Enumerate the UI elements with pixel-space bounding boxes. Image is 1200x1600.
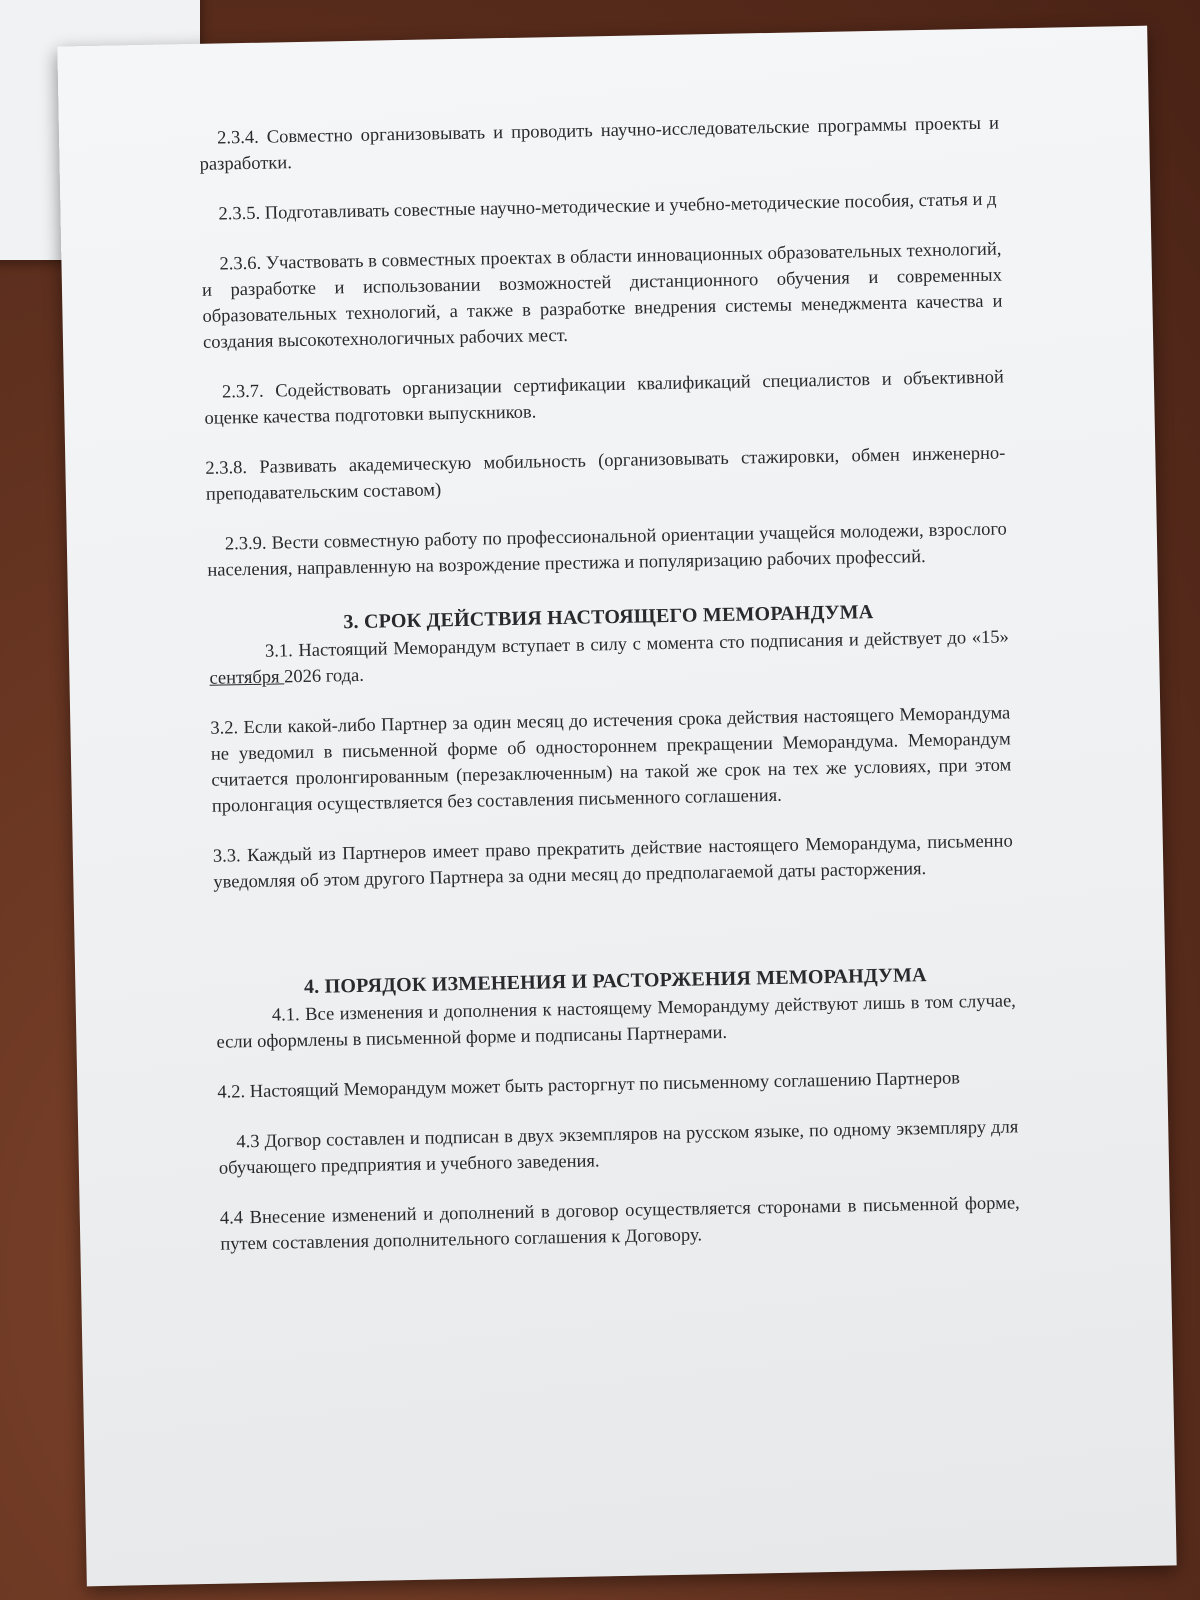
clause-3-1-date: сентября [209, 667, 285, 689]
clause-4-4: 4.4 Внесение изменений и дополнений в договор осуществляется сторонами в письменной форме, путем составления дополнительного соглашения к Договору. [219, 1193, 1020, 1255]
clause-4-2: 4.2. Настоящий Меморандум может быть расторгнут по письменному соглашению Партнеров [217, 1068, 961, 1103]
section-3-heading: 3. СРОК ДЕЙСТВИЯ НАСТОЯЩЕГО МЕМОРАНДУМА [343, 601, 874, 634]
section-4-heading: 4. ПОРЯДОК ИЗМЕНЕНИЯ И РАСТОРЖЕНИЯ МЕМОРАНДУМА [303, 964, 927, 999]
clause-3-1-text: 3.1. Настоящий Меморандум вступает в силу с момента сто подписания и действует до «15» [264, 627, 1010, 662]
clause-2-3-4: 2.3.4. Совместно организовывать и проводить научно-исследовательские программы проекты и разработки. [199, 113, 1000, 175]
document-page [57, 26, 1176, 1587]
clause-3-3: 3.3. Каждый из Партнеров имеет право прекратить действие настоящего Меморандума, письменно уведомляя об этом другого Партнера за одни месяц до предполагаемой даты расторжения. [212, 831, 1013, 893]
clause-2-3-6: 2.3.6. Участвовать в совместных проектах в области инновационных образовательных технологий, и разработке и использовании возможностей дистанционного обучения и современных образовательных технологий, а также в разработке внедрения системы менеджмента качества и создания высокотехнологичных рабочих мест. [201, 239, 1003, 353]
clause-3-2: 3.2. Если какой-либо Партнер за один месяц до истечения срока действия настоящего Меморандума не уведомил в письменной форме об одностороннем прекращении Меморандума. Меморандум считается пролонгированным (перезаключенным) на такой же срок на тех же условиях, при этом пролонгация осуществляется без составления письменного соглашения. [210, 703, 1012, 817]
document-content [199, 111, 1021, 1282]
clause-2-3-5: 2.3.5. Подготавливать совестные научно-методические и учебно-методические пособия, статья и д [218, 189, 997, 225]
clause-2-3-7: 2.3.7. Содействовать организации сертификации квалификаций специалистов и объективной оценке качества подготовки выпускников. [204, 367, 1005, 429]
clause-2-3-9: 2.3.9. Вести совместную работу по профессиональной ориентации учащейся молодежи, взрослого населения, направленную на возрождение престижа и популяризацию рабочих профессий. [207, 519, 1007, 581]
clause-4-3: 4.3 Догвор составлен и подписан в двух экземпляров на русском языке, по одному экземпляру для обучающего предприятия и учебного заведения. [218, 1117, 1019, 1179]
clause-2-3-8: 2.3.8. Развивать академическую мобильность (организовывать стажировки, обмен инженерно-преподавательским составом) [205, 443, 1006, 505]
clause-4-1: 4.1. Все изменения и дополнения к настоящему Меморандуму действуют лишь в том случае, если оформлены в письменной форме и подписаны Партнерами. [216, 991, 1017, 1053]
clause-3-1-end: 2026 года. [283, 665, 365, 688]
